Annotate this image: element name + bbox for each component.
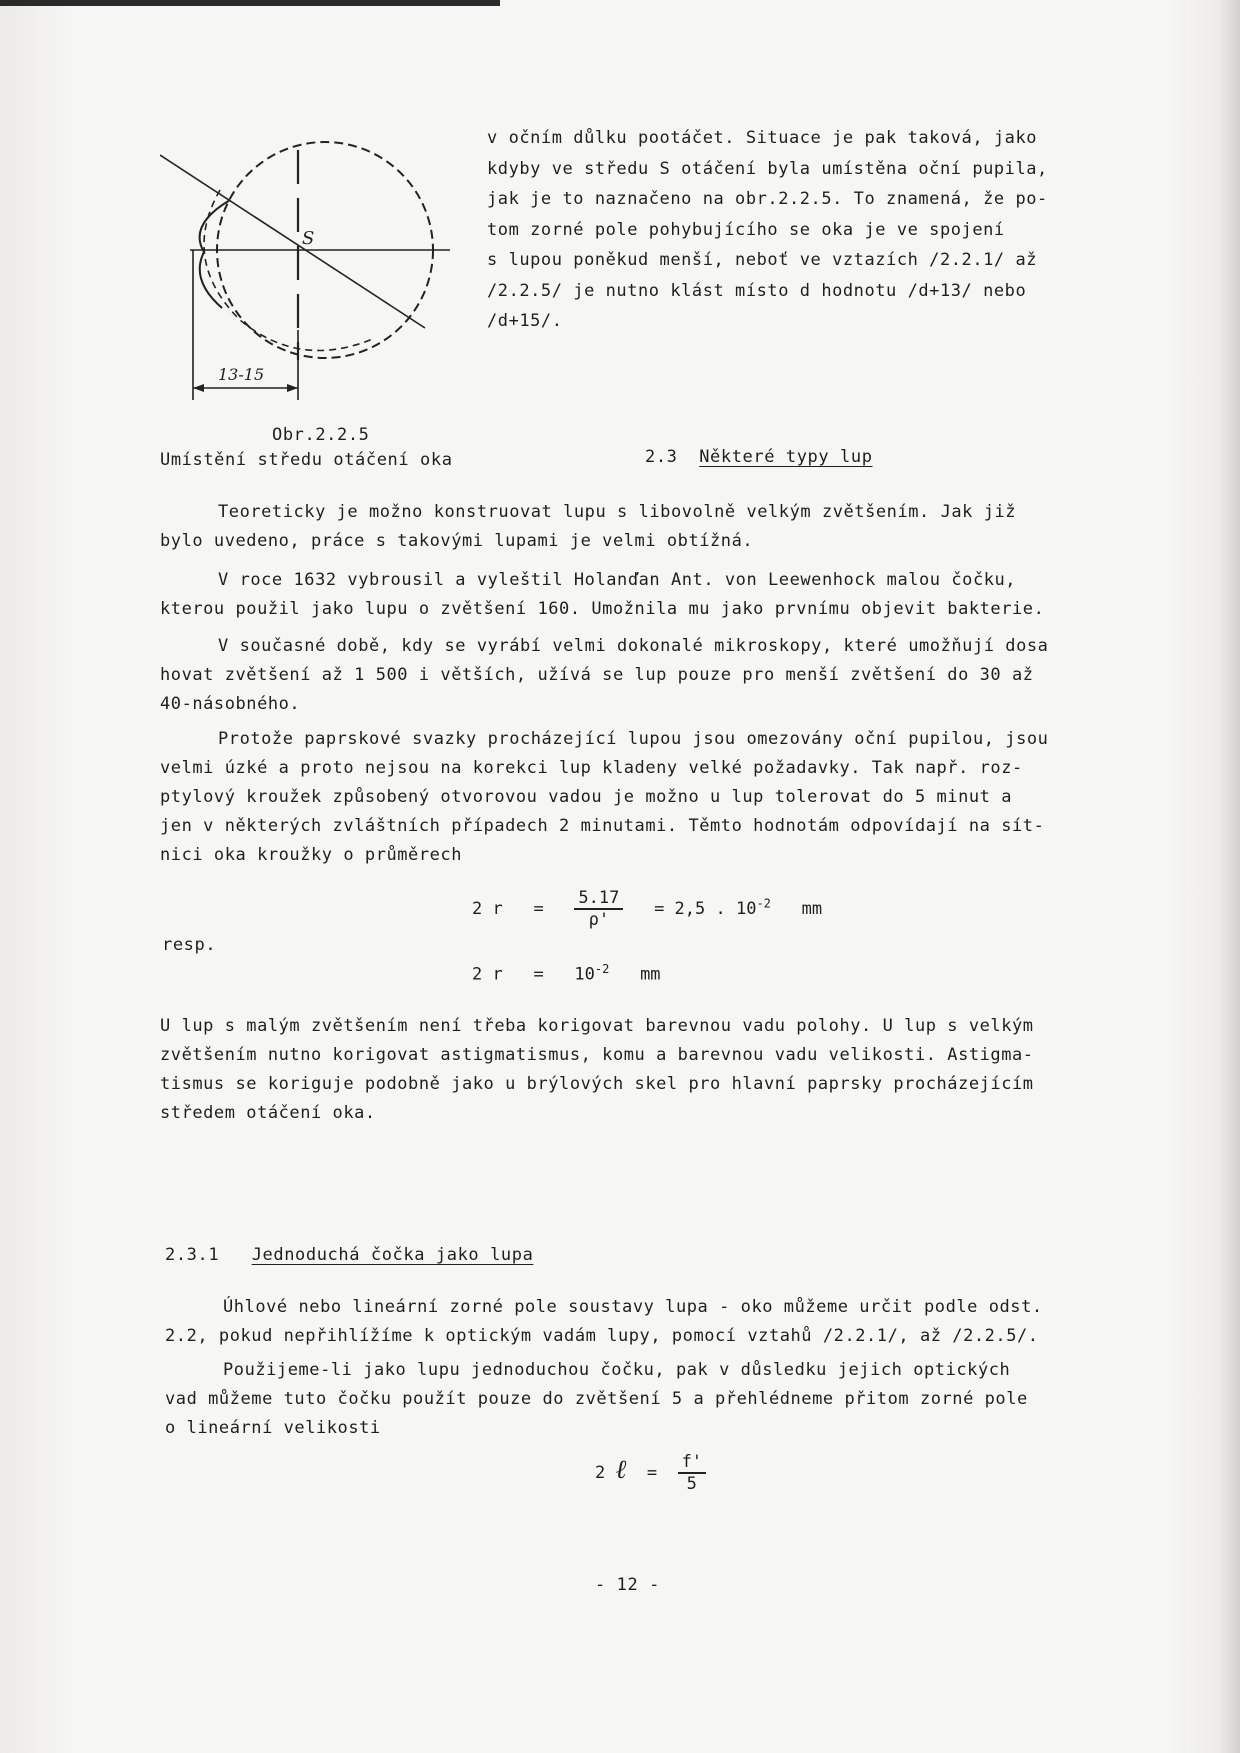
eq3-denominator: 5 bbox=[686, 1474, 697, 1494]
eq3-coef: 2 bbox=[595, 1463, 606, 1483]
text-line: 2.2, pokud nepřihlížíme k optickým vadám lupy, pomocí vztahů /2.2.1/, až /2.2.5/. bbox=[165, 1326, 1039, 1346]
dimension-label: 13-15 bbox=[218, 365, 265, 384]
eq1-result: = 2,5 . 10 bbox=[654, 899, 757, 919]
text-line: U lup s malým zvětšením není třeba korigovat barevnou vadu polohy. U lup s velkým bbox=[160, 1016, 1034, 1036]
paragraph-3 bbox=[160, 632, 1048, 719]
dimension-arrow-right bbox=[287, 384, 298, 392]
text-line: bylo uvedeno, práce s takovými lupami je velmi obtížná. bbox=[160, 531, 754, 551]
intro-paragraph bbox=[487, 123, 1048, 337]
text-line: ptylový kroužek způsobený otvorovou vadou je možno u lup tolerovat do 5 minut a bbox=[160, 787, 1013, 807]
displaced-contour bbox=[204, 190, 375, 350]
text-line: kdyby ve středu S otáčení byla umístěna oční pupila, bbox=[487, 158, 1048, 179]
text-line: tom zorné pole pohybujícího se oka je ve spojení bbox=[487, 219, 1005, 240]
text-line: jen v některých zvláštních případech 2 minutami. Těmto hodnotám odpovídají na sít- bbox=[160, 816, 1045, 836]
text-line: vad můžeme tuto čočku použít pouze do zvětšení 5 a přehlédneme přitom zorné pole bbox=[165, 1389, 1028, 1409]
eq2-equals: = bbox=[533, 964, 544, 985]
figure-caption-number: Obr.2.2.5 bbox=[272, 425, 370, 445]
eq1-numerator: 5.17 bbox=[574, 888, 623, 910]
eq3-equals: = bbox=[646, 1463, 658, 1483]
scan-right-edge bbox=[1218, 0, 1240, 1753]
text-line: V současné době, kdy se vyrábí velmi dokonalé mikroskopy, které umožňují dosa bbox=[218, 636, 1049, 656]
paragraph-5 bbox=[160, 1012, 1034, 1128]
resp-label: resp. bbox=[162, 935, 217, 955]
paragraph-2 bbox=[160, 566, 1044, 624]
figure-caption-text: Umístění středu otáčení oka bbox=[160, 450, 453, 470]
dimension-arrow-left bbox=[193, 384, 204, 392]
eq2-unit: mm bbox=[640, 964, 661, 985]
eq3-numerator: f' bbox=[678, 1452, 706, 1474]
text-line: hovat zvětšení až 1 500 i větších, užívá se lup pouze pro menší zvětšení do 30 až bbox=[160, 665, 1034, 685]
text-line: středem otáčení oka. bbox=[160, 1103, 376, 1123]
paragraph-7 bbox=[165, 1356, 1028, 1443]
eq1-equals: = bbox=[533, 899, 544, 919]
text-line: /2.2.5/ je nutno klást místo d hodnotu /d+13/ nebo bbox=[487, 280, 1027, 301]
text-line: velmi úzké a proto nejsou na korekci lup kladeny velké požadavky. Tak např. roz- bbox=[160, 758, 1023, 778]
text-line: V roce 1632 vybrousil a vyleštil Holanďan Ant. von Leewenhock malou čočku, bbox=[218, 570, 1017, 590]
section-heading-2-3 bbox=[645, 447, 873, 467]
eq3-fraction bbox=[678, 1452, 706, 1494]
text-line: kterou použil jako lupu o zvětšení 160. Umožnila mu jako prvnímu objevit bakterie. bbox=[160, 599, 1045, 619]
section-number: 2.3.1 bbox=[165, 1245, 220, 1265]
text-line: 40-násobného. bbox=[160, 694, 301, 714]
figure-diagram bbox=[160, 140, 460, 410]
equation-1 bbox=[472, 888, 822, 930]
text-line: /d+15/. bbox=[487, 311, 563, 331]
section-number: 2.3 bbox=[645, 447, 678, 467]
equation-3 bbox=[595, 1452, 706, 1494]
eq1-fraction bbox=[574, 888, 623, 930]
eq1-lhs: 2 r bbox=[472, 899, 503, 919]
paragraph-6 bbox=[165, 1293, 1043, 1351]
text-line: s lupou poněkud menší, neboť ve vztazích /2.2.1/ až bbox=[487, 250, 1038, 270]
section-title: Některé typy lup bbox=[699, 447, 873, 467]
text-line: Použijeme-li jako lupu jednoduchou čočku, pak v důsledku jejich optických bbox=[223, 1360, 1011, 1380]
text-line: tismus se koriguje podobně jako u brýlových skel pro hlavní paprsky procházejícím bbox=[160, 1074, 1034, 1094]
section-title: Jednoduchá čočka jako lupa bbox=[251, 1245, 534, 1265]
paragraph-4 bbox=[160, 725, 1048, 870]
text-line: v očním důlku pootáčet. Situace je pak taková, jako bbox=[487, 128, 1038, 148]
eq2-lhs: 2 r bbox=[472, 964, 503, 985]
eq1-exponent: -2 bbox=[756, 896, 771, 911]
text-line: nici oka kroužky o průměrech bbox=[160, 845, 462, 865]
figure-eye-rotation-center bbox=[160, 140, 460, 410]
text-line: Teoreticky je možno konstruovat lupu s libovolně velkým zvětšením. Jak již bbox=[218, 502, 1017, 522]
page-number: - 12 - bbox=[595, 1575, 661, 1595]
eq2-exponent: -2 bbox=[594, 962, 610, 976]
eq2-rhs: 10 bbox=[574, 964, 595, 985]
text-line: o lineární velikosti bbox=[165, 1418, 381, 1438]
text-line: Protože paprskové svazky procházející lupou jsou omezovány oční pupilou, jsou bbox=[218, 729, 1049, 749]
section-heading-2-3-1 bbox=[165, 1245, 533, 1265]
text-line: jak je to naznačeno na obr.2.2.5. To znamená, že po- bbox=[487, 189, 1048, 209]
paragraph-1 bbox=[160, 498, 1016, 556]
center-label: S bbox=[302, 228, 315, 249]
text-line: zvětšením nutno korigovat astigmatismus, komu a barevnou vadu velikosti. Astigma- bbox=[160, 1045, 1034, 1065]
eq1-unit: mm bbox=[801, 899, 823, 919]
text-line: Úhlové nebo lineární zorné pole soustavy lupa - oko můžeme určit podle odst. bbox=[223, 1297, 1043, 1317]
scan-top-edge bbox=[0, 0, 500, 6]
eq1-denominator: ρ' bbox=[588, 910, 610, 930]
eq3-symbol: ℓ bbox=[615, 1455, 627, 1485]
equation-2 bbox=[472, 962, 661, 985]
